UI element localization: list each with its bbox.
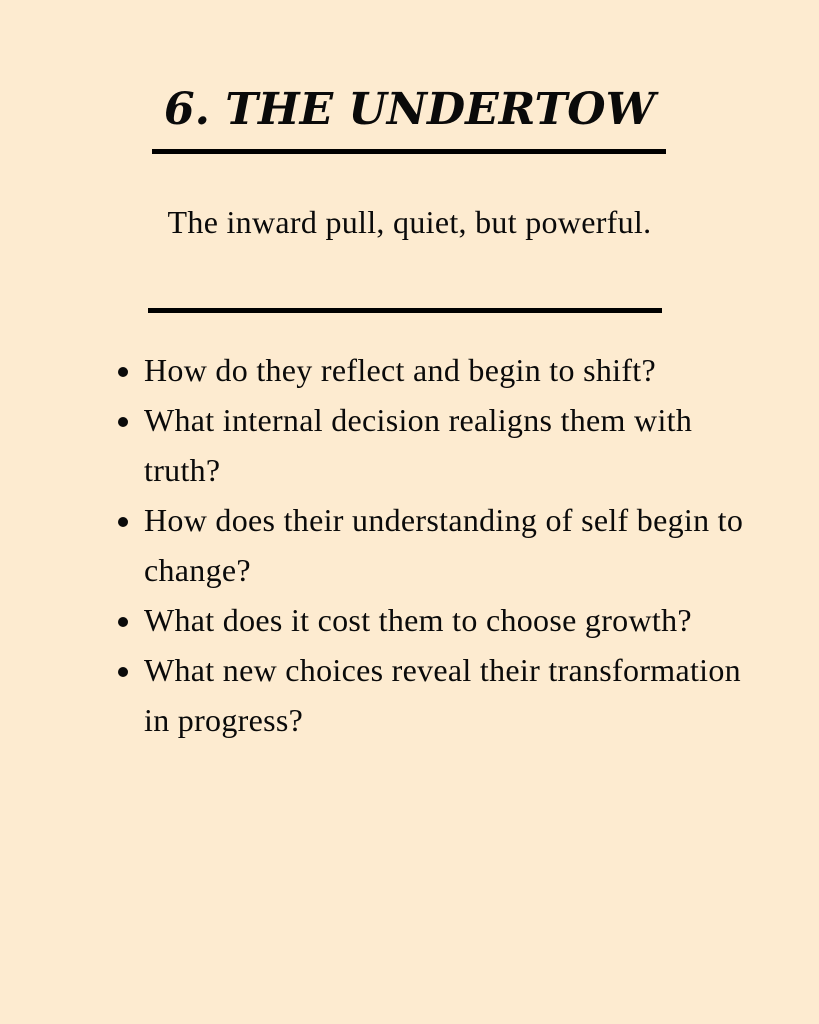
question-item: • How does their understanding of self begin to change? xyxy=(144,495,754,595)
page-title: 6. THE UNDERTOW xyxy=(164,84,655,135)
question-item: • What new choices reveal their transformation in progress? xyxy=(144,645,754,745)
question-item: • What does it cost them to choose growth? xyxy=(144,595,754,645)
subtitle: The inward pull, quiet, but powerful. xyxy=(167,204,652,240)
question-list xyxy=(104,345,754,745)
question-item: • What internal decision realigns them with truth? xyxy=(144,395,754,495)
bottom-divider xyxy=(148,308,662,313)
top-divider xyxy=(152,149,666,154)
question-item: • How do they reflect and begin to shift? xyxy=(144,345,754,395)
